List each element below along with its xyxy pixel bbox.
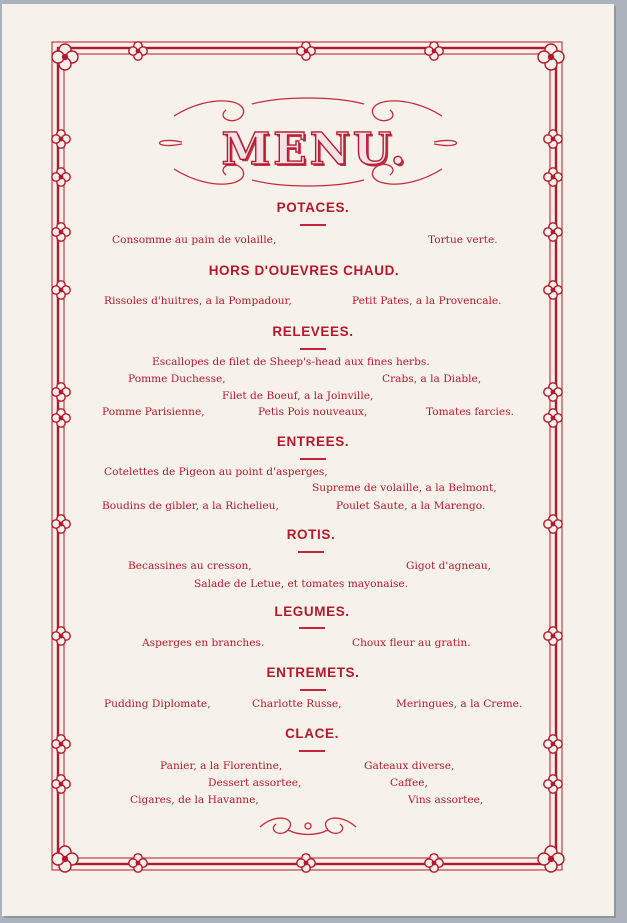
dish-dessert: Dessert assortee, <box>208 777 302 789</box>
dish-choux-fleur: Choux fleur au gratin. <box>352 637 471 649</box>
section-rule <box>300 689 326 691</box>
rosette-icon <box>52 168 70 186</box>
rosette-icon <box>129 42 147 60</box>
dish-tomates-farcies: Tomates farcies. <box>426 406 515 418</box>
menu-title: MENU. <box>221 124 409 175</box>
rosette-icon <box>52 383 70 401</box>
dish-petit-pates: Petit Pates, a la Provencale. <box>352 295 502 307</box>
rosette-icon <box>544 168 562 186</box>
dish-cotelettes-de-pigeon: Cotelettes de Pigeon au point d'asperges, <box>104 466 328 478</box>
dish-consomme: Consomme au pain de volaille, <box>112 234 277 246</box>
rosette-icon <box>52 627 70 645</box>
rosette-icon <box>544 735 562 753</box>
rosette-icon <box>297 854 315 872</box>
rosette-icon <box>538 846 564 872</box>
section-heading-entrees: ENTREES. <box>276 434 350 449</box>
dish-poulet-saute: Poulet Saute, a la Marengo. <box>336 500 486 512</box>
section-heading-hors: HORS D'OUEVRES CHAUD. <box>208 263 400 278</box>
rosette-icon <box>129 854 147 872</box>
dish-escallopes: Escallopes de filet de Sheep's-head aux fines herbs. <box>152 356 430 368</box>
dish-salade: Salade de Letue, et tomates mayonaise. <box>194 578 409 590</box>
dish-gigot: Gigot d'agneau, <box>406 560 492 572</box>
rosette-icon <box>544 775 562 793</box>
rosette-icon <box>52 223 70 241</box>
dish-petis-pois: Petis Pois nouveaux, <box>258 406 368 418</box>
rosette-icon <box>544 383 562 401</box>
rosette-icon <box>544 281 562 299</box>
dish-boudins: Boudins de gibler, a la Richelieu, <box>102 500 279 512</box>
section-rule <box>300 348 326 350</box>
dish-pomme-duchesse: Pomme Duchesse, <box>128 373 226 385</box>
bottom-flourish-icon <box>260 818 356 834</box>
section-rule <box>300 458 326 460</box>
dish-pomme-parisienne: Pomme Parisienne, <box>102 406 205 418</box>
dish-gateaux: Gateaux diverse, <box>364 760 455 772</box>
rosette-icon <box>425 42 443 60</box>
rosette-icon <box>52 281 70 299</box>
rosette-icon <box>544 515 562 533</box>
rosette-icon <box>52 409 70 427</box>
dish-asperges: Asperges en branches. <box>142 637 265 649</box>
dish-crabs: Crabs, a la Diable, <box>382 373 482 385</box>
section-heading-potages: POTACES. <box>276 200 350 215</box>
section-rule <box>298 551 324 553</box>
section-rule <box>299 750 325 752</box>
dish-caffee: Caffee, <box>390 777 428 789</box>
section-heading-legumes: LEGUMES. <box>274 604 350 619</box>
dish-pudding: Pudding Diplomate, <box>104 698 211 710</box>
rosette-icon <box>297 42 315 60</box>
dish-becassines: Becassines au cresson, <box>128 560 252 572</box>
dish-charlotte: Charlotte Russe, <box>252 698 342 710</box>
dish-cigares: Cigares, de la Havanne, <box>130 794 259 806</box>
rosette-icon <box>544 130 562 148</box>
dish-panier: Panier, a la Florentine, <box>160 760 283 772</box>
rosette-icon <box>544 627 562 645</box>
dish-rissoles: Rissoles d'huitres, a la Pompadour, <box>104 295 292 307</box>
rosette-icon <box>52 735 70 753</box>
dish-meringues: Meringues, a la Creme. <box>396 698 523 710</box>
section-heading-relevees: RELEVEES. <box>272 324 354 339</box>
rosette-icon <box>544 409 562 427</box>
rosette-icon <box>52 515 70 533</box>
dish-tortue: Tortue verte. <box>428 234 498 246</box>
rosette-icon <box>52 130 70 148</box>
dish-vins: Vins assortee, <box>408 794 484 806</box>
dish-supreme-de-volaille: Supreme de volaille, a la Belmont, <box>312 482 497 494</box>
rosette-icon <box>52 846 78 872</box>
rosette-icon <box>52 775 70 793</box>
section-heading-glace: CLACE. <box>285 726 339 741</box>
dish-filet-de-boeuf: Filet de Boeuf, a la Joinville, <box>222 390 374 402</box>
section-heading-entremets: ENTREMETS. <box>266 665 360 680</box>
section-rule <box>300 224 326 226</box>
section-rule <box>299 627 325 629</box>
section-heading-rotis: ROTIS. <box>286 527 336 542</box>
rosette-icon <box>544 223 562 241</box>
menu-card <box>2 4 614 916</box>
rosette-icon <box>425 854 443 872</box>
